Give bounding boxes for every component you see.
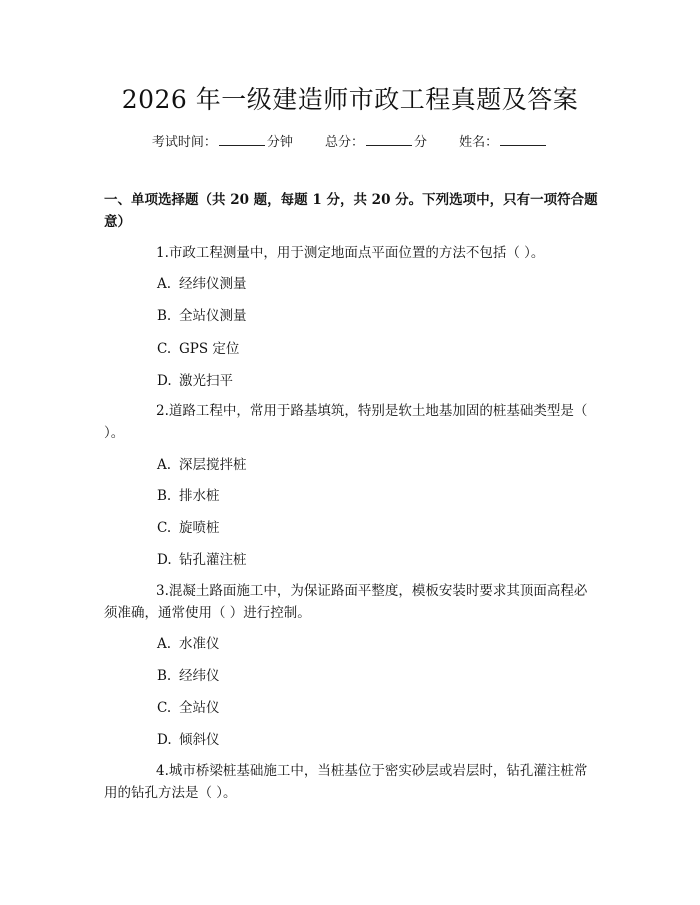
question-number: 3. [156,583,169,599]
option-letter: C. [157,520,172,536]
total-score-field [325,131,427,153]
question-text: 市政工程测量中，用于测定地面点平面位置的方法不包括（ ）。 [168,245,545,261]
option-letter: B. [157,488,172,504]
question-number: 1. [156,245,169,261]
question-text: 城市桥梁桩基础施工中，当桩基位于密实砂层或岩层时，钻孔灌注桩常用的钻孔方法是（ ）。 [104,763,588,801]
exam-time-label: 考试时间： [151,135,217,150]
option-letter: D. [157,552,172,568]
option-letter: A. [157,276,172,292]
option-letter: D. [157,732,172,748]
question-3-option-a [157,633,577,655]
question-3-option-b [157,665,577,687]
option-letter: C. [157,700,172,716]
option-text: 钻孔灌注桩 [179,552,247,568]
total-score-blank [366,131,412,146]
question-number: 4. [156,763,169,779]
question-1-option-c [157,338,577,360]
question-3-option-d [157,729,577,751]
option-text: GPS 定位 [179,341,240,357]
option-text: 经纬仪测量 [179,276,247,292]
question-text: 道路工程中，常用于路基填筑，特别是软土地基加固的桩基础类型是（ ）。 [104,403,588,441]
option-text: 激光扫平 [179,373,233,389]
exam-time-unit: 分钟 [266,135,293,150]
exam-time-field [152,131,293,153]
question-2-option-b [157,485,577,507]
option-text: 水准仪 [179,636,220,652]
option-text: 倾斜仪 [179,732,220,748]
question-2 [104,400,588,444]
section-heading: 一、单项选择题（共 20 题，每题 1 分，共 20 分。下列选项中，只有一项符合题意） [104,192,598,230]
name-blank [500,131,546,146]
exam-info-line [0,131,700,153]
option-text: 经纬仪 [179,668,220,684]
question-text: 混凝土路面施工中，为保证路面平整度，模板安装时要求其顶面高程必须准确，通常使用（ ）进行控制。 [104,583,588,621]
question-2-option-d [157,549,577,571]
option-letter: C. [157,341,172,357]
option-letter: B. [157,668,172,684]
name-label: 姓名： [459,135,499,150]
question-1-option-b [157,305,577,327]
question-1 [104,242,588,264]
option-text: 深层搅拌桩 [179,457,247,473]
option-text: 旋喷桩 [179,520,220,536]
page-title: 2026 年一级建造师市政工程真题及答案 [121,85,579,114]
question-number: 2. [156,403,169,419]
exam-time-blank [219,131,265,146]
total-score-label: 总分： [324,135,364,150]
total-score-unit: 分 [414,135,428,150]
question-4 [104,760,588,804]
question-3 [104,580,588,624]
name-field [459,131,548,153]
question-1-option-d [157,370,577,392]
question-1-option-a [157,273,577,295]
option-letter: A. [157,457,172,473]
option-letter: D. [157,373,172,389]
option-letter: B. [157,308,172,324]
option-letter: A. [157,636,172,652]
option-text: 全站仪 [179,700,220,716]
option-text: 排水桩 [179,488,220,504]
question-3-option-c [157,697,577,719]
question-2-option-a [157,454,577,476]
option-text: 全站仪测量 [179,308,247,324]
question-2-option-c [157,517,577,539]
